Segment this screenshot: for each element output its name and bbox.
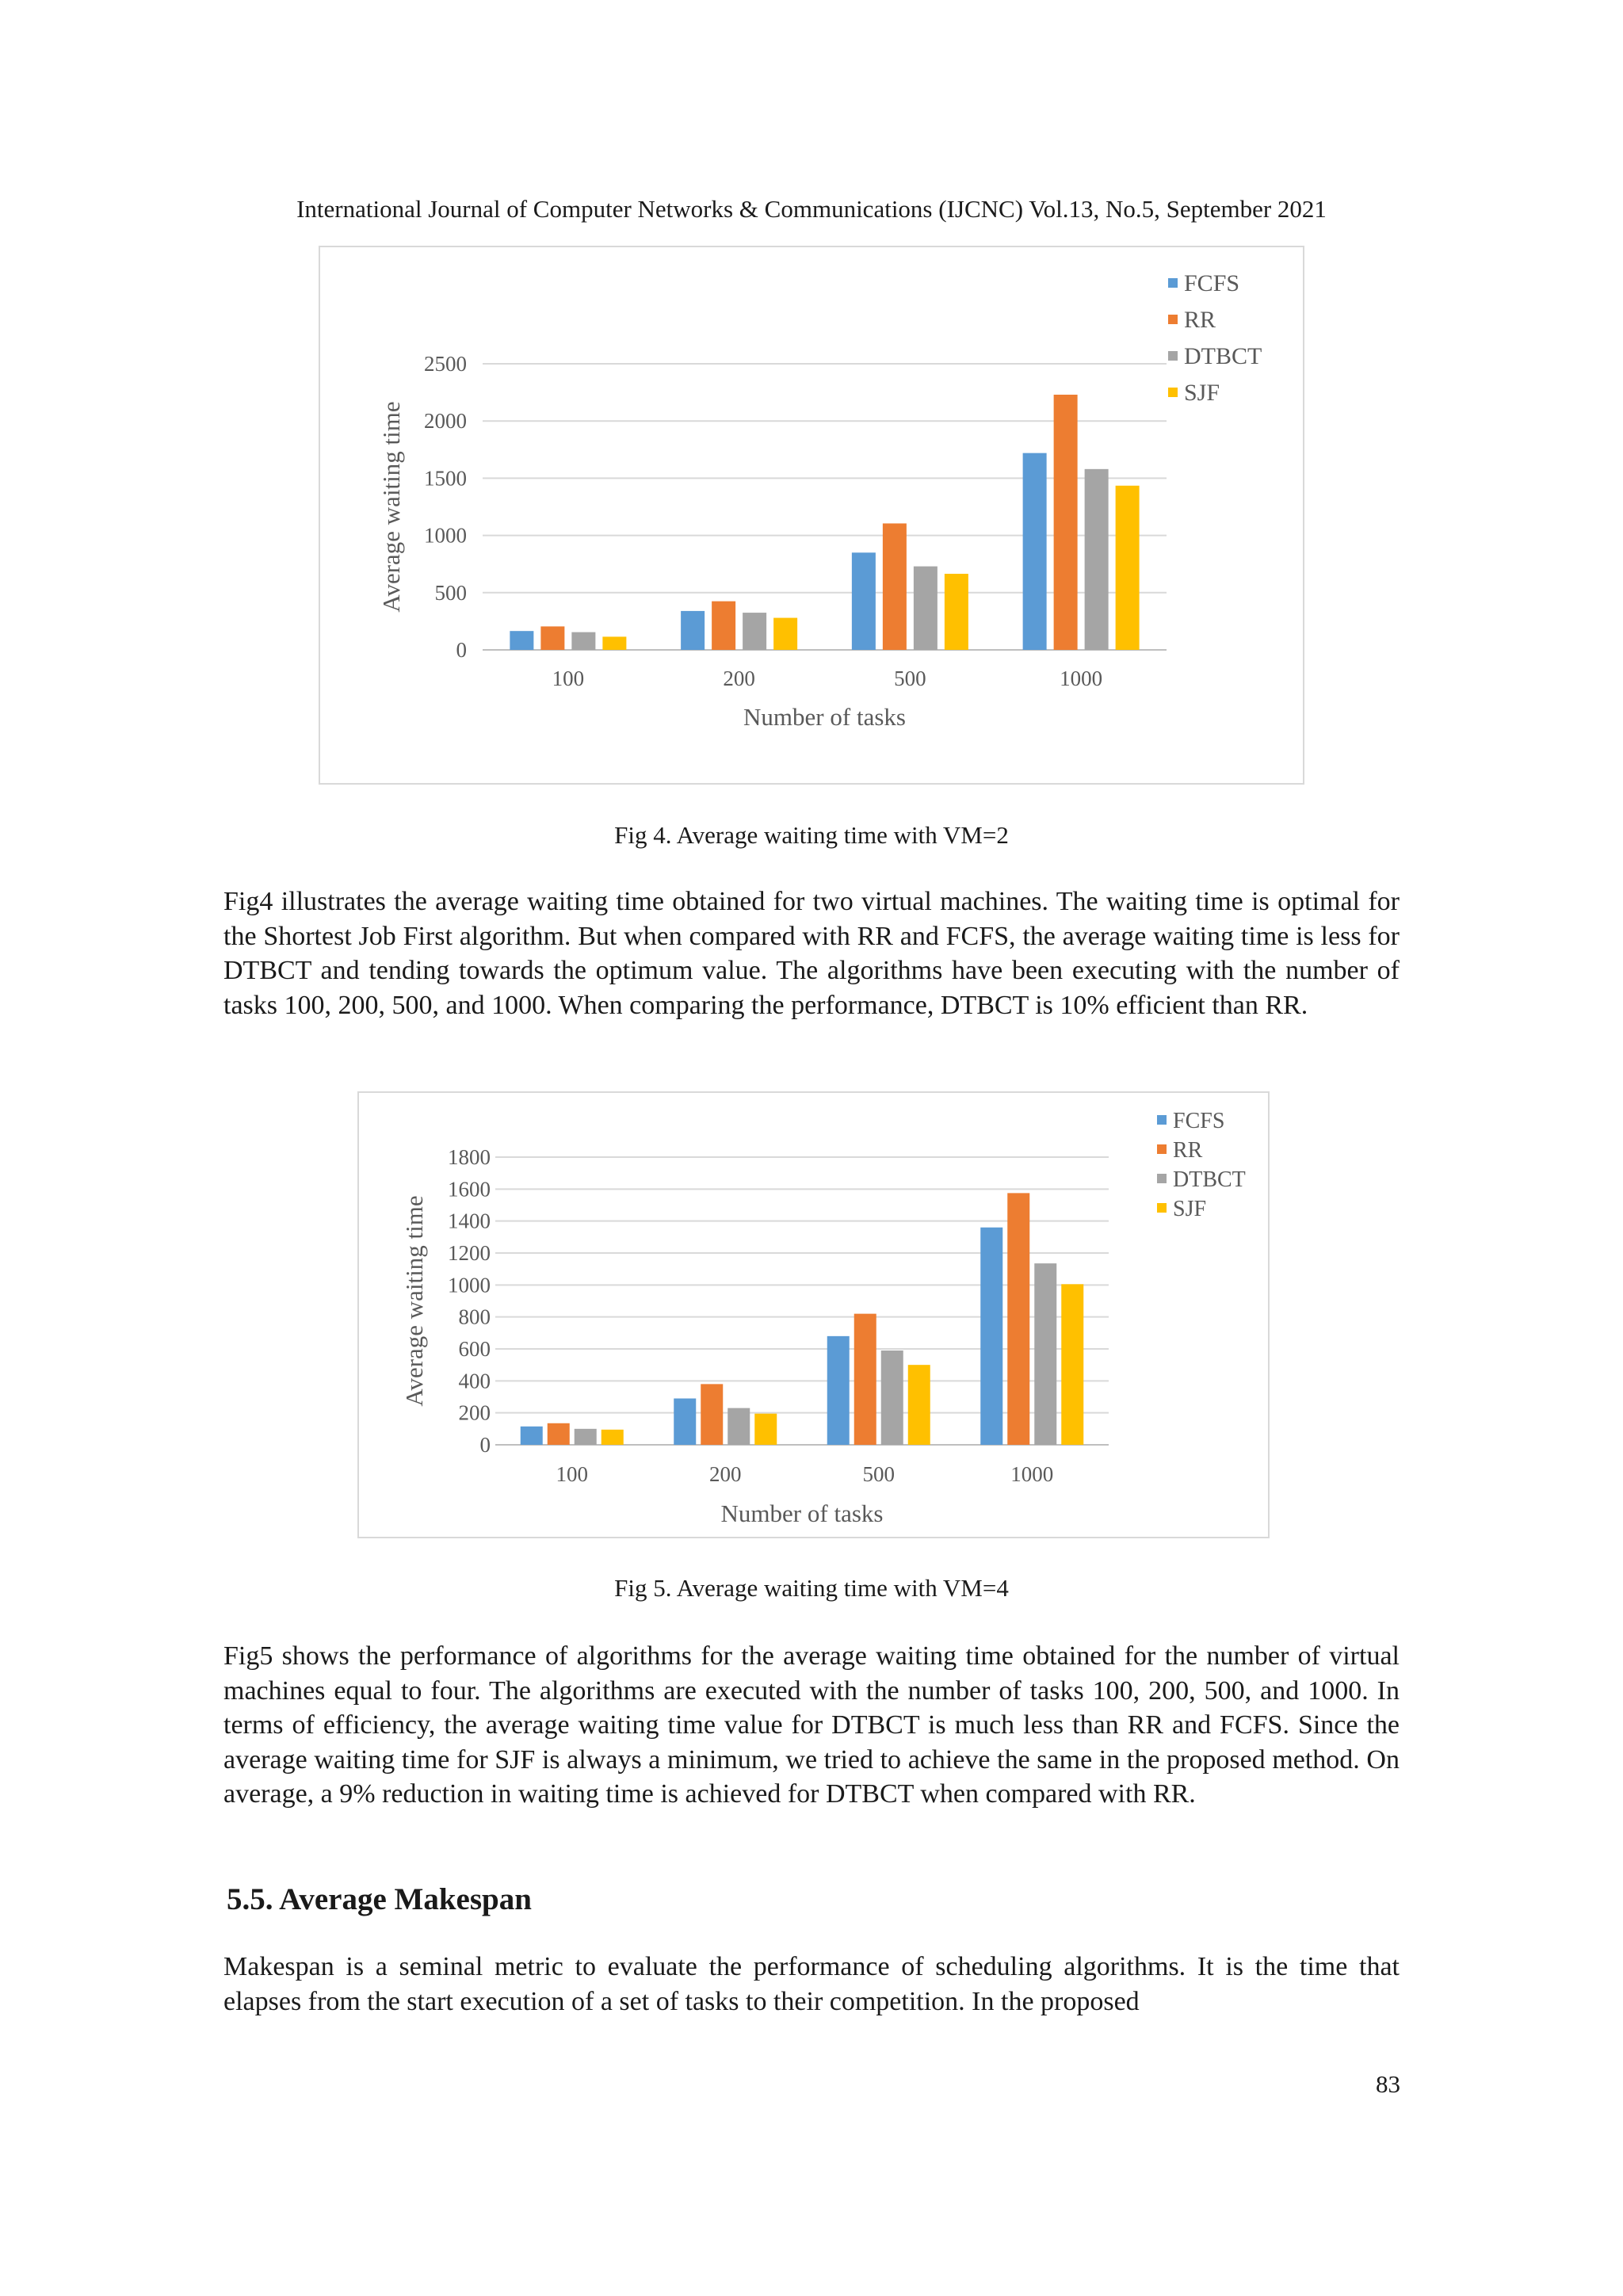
x-tick-label: 500	[894, 667, 926, 690]
fig4-chart-svg	[320, 247, 1303, 783]
bar-dtbct-1000	[1085, 469, 1109, 650]
y-tick-label: 400	[458, 1369, 491, 1393]
paragraph-fig5-description: Fig5 shows the performance of algorithms for the average waiting time obtained for the number of virtual machines equal to four. The algorithms are executed with the number of tasks 100, 200, 500, and 1000. In terms of efficiency, the average waiting time value for DTBCT is much less than RR and FCFS. Since the average waiting time for SJF is always a minimum, we tried to achieve the same in the proposed method. On average, a 9% reduction in waiting time is achieved for DTBCT when compared with RR.	[223, 1641, 1400, 1809]
legend-swatch-dtbct	[1168, 351, 1178, 361]
journal-header: International Journal of Computer Networks & Communications (IJCNC) Vol.13, No.5, September 2021	[296, 195, 1327, 223]
y-tick-label: 1000	[424, 523, 467, 548]
bar-rr-100	[548, 1423, 570, 1445]
fig5-chart	[357, 1091, 1270, 1538]
bar-fcfs-1000	[980, 1228, 1002, 1445]
y-tick-label: 600	[458, 1337, 491, 1361]
bar-fcfs-1000	[1023, 453, 1047, 650]
legend-label-dtbct: DTBCT	[1184, 343, 1262, 369]
legend-label-rr: RR	[1173, 1138, 1203, 1163]
fig4-chart	[319, 246, 1304, 785]
bar-dtbct-100	[571, 632, 595, 650]
y-tick-label: 1600	[448, 1177, 491, 1201]
bar-dtbct-200	[743, 613, 766, 650]
y-tick-label: 1400	[448, 1209, 491, 1233]
legend-swatch-sjf	[1157, 1203, 1167, 1213]
legend-label-fcfs: FCFS	[1184, 270, 1240, 296]
legend-label-sjf: SJF	[1173, 1197, 1207, 1221]
bar-dtbct-100	[575, 1429, 597, 1445]
fig5-caption: Fig 5. Average waiting time with VM=4	[614, 1574, 1009, 1602]
y-tick-label: 2500	[424, 352, 467, 376]
bar-fcfs-100	[521, 1427, 543, 1445]
bar-rr-200	[701, 1384, 723, 1445]
bar-sjf-200	[754, 1414, 777, 1445]
y-tick-label: 0	[456, 638, 467, 662]
paragraph-fig4-description: Fig4 illustrates the average waiting time obtained for two virtual machines. The waiting time is optimal for the Shortest Job First algorithm. But when compared with RR and FCFS, the average waiting time is less for DTBCT and tending towards the optimum value. The algorithms have been executing with the number of tasks 100, 200, 500, and 1000. When comparing the performance, DTBCT is 10% efficient than RR.	[223, 887, 1400, 1020]
y-tick-label: 500	[434, 580, 467, 605]
legend-label-rr: RR	[1184, 307, 1216, 333]
bar-rr-500	[854, 1314, 876, 1445]
y-tick-label: 200	[458, 1400, 491, 1425]
bar-fcfs-500	[827, 1336, 850, 1445]
y-tick-label: 800	[458, 1305, 491, 1329]
y-tick-label: 0	[479, 1433, 491, 1457]
x-tick-label: 100	[552, 667, 585, 690]
x-tick-label: 500	[862, 1462, 895, 1486]
fig5-chart-svg	[359, 1093, 1268, 1537]
y-tick-label: 1500	[424, 466, 467, 491]
bar-fcfs-500	[852, 552, 876, 650]
bar-sjf-1000	[1116, 486, 1140, 650]
bar-fcfs-200	[674, 1399, 696, 1445]
y-axis-label: Average waiting time	[400, 1195, 428, 1407]
legend-swatch-rr	[1157, 1144, 1167, 1154]
bar-sjf-100	[602, 636, 626, 650]
legend-swatch-fcfs	[1168, 278, 1178, 288]
x-axis-label: Number of tasks	[720, 1499, 884, 1527]
legend-swatch-dtbct	[1157, 1174, 1167, 1183]
bar-fcfs-100	[510, 631, 533, 650]
fig4-caption: Fig 4. Average waiting time with VM=2	[614, 821, 1009, 849]
x-tick-label: 200	[709, 1462, 742, 1486]
bar-rr-500	[883, 523, 907, 650]
page-number: 83	[1376, 2070, 1400, 2098]
x-tick-label: 100	[556, 1462, 588, 1486]
bar-dtbct-200	[727, 1408, 750, 1445]
bar-sjf-100	[601, 1430, 624, 1445]
paragraph-makespan: Makespan is a seminal metric to evaluate the performance of scheduling algorithms. It is the time that elapses from the start execution of a set of tasks to their competition. In the proposed	[223, 1952, 1400, 2016]
bar-dtbct-500	[914, 567, 938, 650]
y-axis-label: Average waiting time	[377, 401, 405, 613]
x-axis-label: Number of tasks	[743, 703, 906, 731]
legend-label-fcfs: FCFS	[1173, 1109, 1225, 1133]
bar-fcfs-200	[681, 611, 705, 650]
bar-rr-100	[540, 626, 564, 650]
y-tick-label: 1000	[448, 1273, 491, 1297]
x-tick-label: 200	[723, 667, 755, 690]
x-tick-label: 1000	[1060, 667, 1103, 690]
bar-rr-1000	[1054, 395, 1078, 650]
legend-swatch-sjf	[1168, 388, 1178, 397]
bar-dtbct-1000	[1034, 1263, 1056, 1445]
x-tick-label: 1000	[1010, 1462, 1054, 1486]
bar-sjf-200	[773, 618, 797, 650]
y-tick-label: 2000	[424, 409, 467, 434]
bar-rr-200	[712, 602, 735, 650]
section-heading: 5.5. Average Makespan	[227, 1882, 532, 1916]
bar-rr-1000	[1007, 1193, 1029, 1445]
bar-sjf-500	[908, 1365, 930, 1445]
y-tick-label: 1800	[448, 1145, 491, 1169]
legend-swatch-fcfs	[1157, 1115, 1167, 1125]
y-tick-label: 1200	[448, 1241, 491, 1265]
bar-dtbct-500	[881, 1350, 903, 1445]
bar-sjf-500	[945, 574, 968, 650]
bar-sjf-1000	[1061, 1284, 1083, 1445]
legend-label-dtbct: DTBCT	[1173, 1167, 1246, 1192]
legend-label-sjf: SJF	[1184, 380, 1220, 406]
legend-swatch-rr	[1168, 315, 1178, 324]
